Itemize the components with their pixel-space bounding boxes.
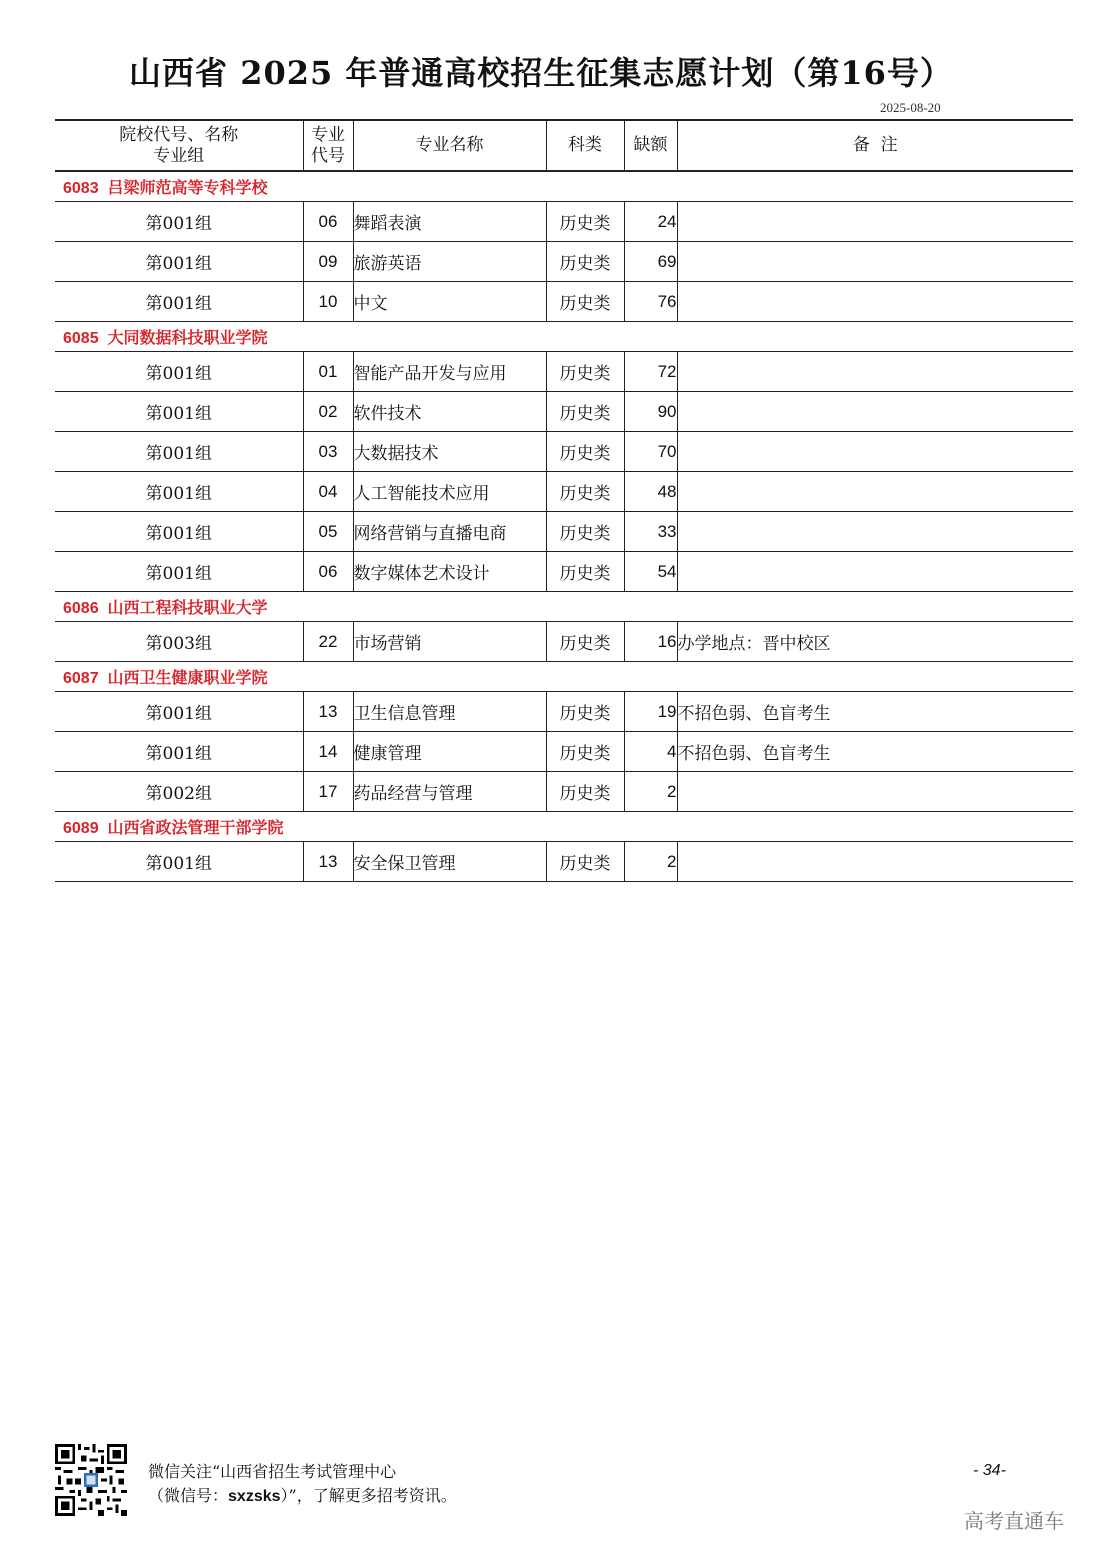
school-name: 6089 山西省政法管理干部学院 — [55, 812, 1073, 842]
note-cell: 不招色弱、色盲考生 — [677, 692, 1073, 732]
major-code-cell: 06 — [303, 552, 353, 592]
header-note: 备 注 — [677, 120, 1073, 171]
category-cell: 历史类 — [546, 732, 624, 772]
quota-cell: 72 — [624, 352, 677, 392]
major-code-cell: 03 — [303, 432, 353, 472]
table-row — [55, 512, 1073, 552]
group-cell: 第001组 — [55, 282, 303, 322]
major-code-cell: 09 — [303, 242, 353, 282]
category-cell: 历史类 — [546, 202, 624, 242]
table-row — [55, 352, 1073, 392]
note-cell — [677, 512, 1073, 552]
quota-cell: 33 — [624, 512, 677, 552]
major-name-cell: 旅游英语 — [353, 242, 546, 282]
header-school-line2: 专业组 — [153, 145, 205, 166]
header-code-line2: 代号 — [311, 145, 345, 166]
table-row — [55, 392, 1073, 432]
quota-cell: 16 — [624, 622, 677, 662]
footer-line2-prefix: （微信号： — [148, 1486, 229, 1505]
table-header — [55, 120, 1073, 171]
table-row — [55, 622, 1073, 662]
category-cell: 历史类 — [546, 842, 624, 882]
wechat-id: sxzsks — [228, 1488, 281, 1505]
note-cell — [677, 352, 1073, 392]
quota-cell: 69 — [624, 242, 677, 282]
group-cell: 第001组 — [55, 512, 303, 552]
quota-cell: 24 — [624, 202, 677, 242]
major-code-cell: 14 — [303, 732, 353, 772]
category-cell: 历史类 — [546, 392, 624, 432]
footer-line2-suffix: ）”，了解更多招考资讯。 — [280, 1486, 457, 1505]
note-cell — [677, 772, 1073, 812]
note-cell — [677, 202, 1073, 242]
header-category: 科类 — [546, 120, 624, 171]
school-name: 6083 吕梁师范高等专科学校 — [55, 171, 1073, 202]
footer-line1: 微信关注“山西省招生考试管理中心 — [148, 1462, 397, 1481]
footer-line2 — [148, 1484, 457, 1509]
major-name-cell: 药品经营与管理 — [353, 772, 546, 812]
quota-cell: 76 — [624, 282, 677, 322]
admission-plan-table — [55, 119, 1073, 882]
major-code-cell: 05 — [303, 512, 353, 552]
header-school-line1: 院校代号、名称 — [119, 124, 239, 145]
category-cell: 历史类 — [546, 432, 624, 472]
category-cell: 历史类 — [546, 242, 624, 282]
category-cell: 历史类 — [546, 552, 624, 592]
quota-cell: 4 — [624, 732, 677, 772]
group-cell: 第001组 — [55, 392, 303, 432]
group-cell: 第001组 — [55, 552, 303, 592]
group-cell: 第001组 — [55, 732, 303, 772]
qr-code-icon — [55, 1444, 127, 1516]
group-cell: 第001组 — [55, 472, 303, 512]
table-row — [55, 552, 1073, 592]
category-cell: 历史类 — [546, 472, 624, 512]
major-name-cell: 安全保卫管理 — [353, 842, 546, 882]
note-cell — [677, 472, 1073, 512]
school-header-row — [55, 592, 1073, 622]
note-cell — [677, 242, 1073, 282]
group-cell: 第001组 — [55, 202, 303, 242]
note-cell — [677, 282, 1073, 322]
school-header-row — [55, 812, 1073, 842]
quota-cell: 2 — [624, 772, 677, 812]
page-title: 山西省 2025 年普通高校招生征集志愿计划（第16号） — [129, 54, 953, 92]
school-header-row — [55, 322, 1073, 352]
major-code-cell: 22 — [303, 622, 353, 662]
table-row — [55, 692, 1073, 732]
header-quota: 缺额 — [624, 120, 677, 171]
quota-cell: 54 — [624, 552, 677, 592]
school-name: 6086 山西工程科技职业大学 — [55, 592, 1073, 622]
group-cell: 第001组 — [55, 692, 303, 732]
major-name-cell: 网络营销与直播电商 — [353, 512, 546, 552]
major-name-cell: 人工智能技术应用 — [353, 472, 546, 512]
category-cell: 历史类 — [546, 352, 624, 392]
major-name-cell: 软件技术 — [353, 392, 546, 432]
major-code-cell: 17 — [303, 772, 353, 812]
table-body — [55, 171, 1073, 882]
major-name-cell: 智能产品开发与应用 — [353, 352, 546, 392]
major-code-cell: 04 — [303, 472, 353, 512]
major-name-cell: 数字媒体艺术设计 — [353, 552, 546, 592]
group-cell: 第001组 — [55, 842, 303, 882]
major-name-cell: 中文 — [353, 282, 546, 322]
table-row — [55, 202, 1073, 242]
category-cell: 历史类 — [546, 282, 624, 322]
major-name-cell: 健康管理 — [353, 732, 546, 772]
header-major-name: 专业名称 — [353, 120, 546, 171]
school-header-row — [55, 171, 1073, 202]
table-row — [55, 472, 1073, 512]
major-name-cell: 大数据技术 — [353, 432, 546, 472]
major-code-cell: 02 — [303, 392, 353, 432]
note-cell — [677, 552, 1073, 592]
group-cell: 第002组 — [55, 772, 303, 812]
quota-cell: 19 — [624, 692, 677, 732]
table-row — [55, 772, 1073, 812]
table-row — [55, 432, 1073, 472]
quota-cell: 48 — [624, 472, 677, 512]
major-code-cell: 06 — [303, 202, 353, 242]
issue-date: 2025-08-20 — [880, 100, 941, 115]
quota-cell: 70 — [624, 432, 677, 472]
school-name: 6087 山西卫生健康职业学院 — [55, 662, 1073, 692]
category-cell: 历史类 — [546, 512, 624, 552]
table-row — [55, 732, 1073, 772]
header-code-line1: 专业 — [311, 124, 345, 145]
group-cell: 第001组 — [55, 352, 303, 392]
major-name-cell: 市场营销 — [353, 622, 546, 662]
header-school-group — [55, 120, 303, 171]
school-header-row — [55, 662, 1073, 692]
footer-notice — [148, 1460, 457, 1509]
table-row — [55, 282, 1073, 322]
note-cell — [677, 432, 1073, 472]
note-cell: 不招色弱、色盲考生 — [677, 732, 1073, 772]
group-cell: 第001组 — [55, 242, 303, 282]
major-code-cell: 13 — [303, 692, 353, 732]
header-major-code — [303, 120, 353, 171]
note-cell — [677, 392, 1073, 432]
note-cell — [677, 842, 1073, 882]
major-name-cell: 卫生信息管理 — [353, 692, 546, 732]
major-code-cell: 01 — [303, 352, 353, 392]
school-name: 6085 大同数据科技职业学院 — [55, 322, 1073, 352]
group-cell: 第001组 — [55, 432, 303, 472]
page-number: - 34- — [973, 1462, 1006, 1479]
major-name-cell: 舞蹈表演 — [353, 202, 546, 242]
group-cell: 第003组 — [55, 622, 303, 662]
table-row — [55, 242, 1073, 282]
major-code-cell: 13 — [303, 842, 353, 882]
quota-cell: 90 — [624, 392, 677, 432]
watermark: 高考直通车 — [964, 1509, 1064, 1533]
major-code-cell: 10 — [303, 282, 353, 322]
category-cell: 历史类 — [546, 622, 624, 662]
table-row — [55, 842, 1073, 882]
quota-cell: 2 — [624, 842, 677, 882]
note-cell: 办学地点：晋中校区 — [677, 622, 1073, 662]
category-cell: 历史类 — [546, 772, 624, 812]
category-cell: 历史类 — [546, 692, 624, 732]
